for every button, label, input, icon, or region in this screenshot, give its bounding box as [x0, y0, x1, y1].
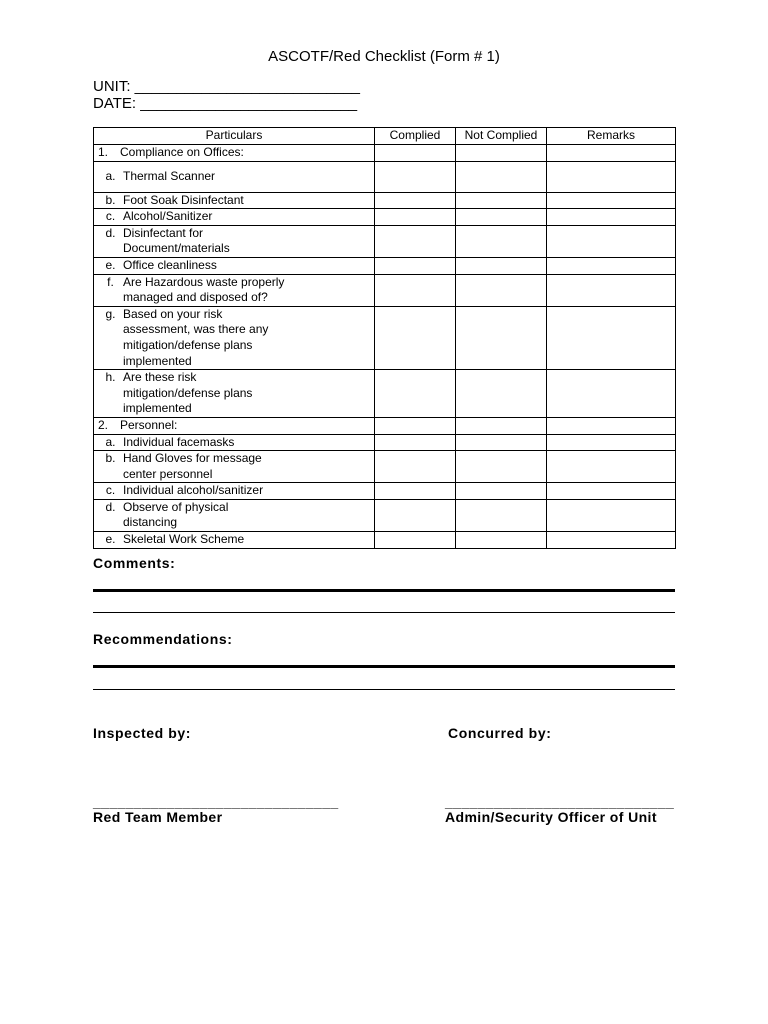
header-particulars: Particulars — [94, 128, 375, 145]
complied-cell[interactable] — [375, 161, 456, 192]
table-row — [94, 161, 676, 192]
complied-cell[interactable] — [375, 434, 456, 451]
remarks-cell[interactable] — [547, 192, 676, 209]
header-remarks: Remarks — [547, 128, 676, 145]
particular-cell — [94, 274, 375, 306]
particular-cell — [94, 434, 375, 451]
item-letter: a. — [105, 168, 116, 183]
table-row — [94, 274, 676, 306]
inspected-by-label: Inspected by: — [93, 725, 192, 741]
item-text: Disinfectant for Document/materials — [123, 225, 230, 256]
not-complied-cell[interactable] — [456, 434, 547, 451]
table-row — [94, 434, 676, 451]
inspector-title: Red Team Member — [93, 809, 223, 825]
not-complied-cell[interactable] — [456, 192, 547, 209]
form-title: ASCOTF/Red Checklist (Form # 1) — [268, 48, 500, 65]
not-complied-cell[interactable] — [456, 499, 547, 531]
table-header-row — [94, 128, 676, 145]
section-cell — [94, 145, 375, 162]
item-letter: c. — [105, 483, 116, 498]
remarks-cell[interactable] — [547, 499, 676, 531]
not-complied-cell[interactable] — [456, 225, 547, 257]
section-number: 2. — [98, 417, 109, 432]
item-letter: d. — [105, 499, 116, 514]
item-letter: b. — [105, 192, 116, 207]
item-letter: e. — [105, 532, 116, 547]
not-complied-cell[interactable] — [456, 257, 547, 274]
section-number: 1. — [98, 145, 109, 159]
item-letter: a. — [105, 434, 116, 449]
not-complied-cell[interactable] — [456, 145, 547, 162]
section-title: Compliance on Offices: — [120, 145, 244, 159]
complied-cell[interactable] — [375, 274, 456, 306]
comments-line-2[interactable] — [93, 612, 675, 613]
table-row — [94, 370, 676, 418]
particular-cell — [94, 192, 375, 209]
item-letter: h. — [105, 370, 116, 385]
section-row — [94, 417, 676, 434]
remarks-cell[interactable] — [547, 417, 676, 434]
complied-cell[interactable] — [375, 306, 456, 369]
complied-cell[interactable] — [375, 257, 456, 274]
remarks-cell[interactable] — [547, 370, 676, 418]
item-text: Hand Gloves for message center personnel — [123, 451, 262, 481]
particular-cell — [94, 499, 375, 531]
comments-line-1[interactable] — [93, 589, 675, 592]
table-row — [94, 532, 676, 549]
item-text: Based on your risk assessment, was there any mitigation/defense plans implemented — [123, 306, 269, 368]
remarks-cell[interactable] — [547, 257, 676, 274]
comments-label: Comments: — [93, 555, 176, 571]
recommendations-label: Recommendations: — [93, 631, 233, 647]
remarks-cell[interactable] — [547, 434, 676, 451]
recommendations-line-1[interactable] — [93, 665, 675, 668]
not-complied-cell[interactable] — [456, 161, 547, 192]
table-row — [94, 306, 676, 369]
table-row — [94, 451, 676, 483]
particular-cell — [94, 209, 375, 226]
section-row — [94, 145, 676, 162]
particular-cell — [94, 306, 375, 369]
recommendations-line-2[interactable] — [93, 689, 675, 690]
item-text: Skeletal Work Scheme — [123, 532, 245, 547]
item-text: Are Hazardous waste properly managed and disposed of? — [123, 274, 285, 305]
item-text: Alcohol/Sanitizer — [123, 209, 213, 224]
particular-cell — [94, 370, 375, 418]
particular-cell — [94, 483, 375, 500]
item-text: Observe of physical distancing — [123, 499, 229, 530]
not-complied-cell[interactable] — [456, 451, 547, 483]
remarks-cell[interactable] — [547, 451, 676, 483]
concurred-by-label: Concurred by: — [448, 725, 552, 741]
concurrer-title: Admin/Security Officer of Unit — [445, 809, 657, 825]
not-complied-cell[interactable] — [456, 417, 547, 434]
not-complied-cell[interactable] — [456, 209, 547, 226]
section-cell — [94, 417, 375, 434]
particular-cell — [94, 225, 375, 257]
table-row — [94, 225, 676, 257]
not-complied-cell[interactable] — [456, 274, 547, 306]
particular-cell — [94, 451, 375, 483]
date-field[interactable]: DATE: __________________________ — [93, 95, 358, 112]
concurrer-signature-line[interactable]: ____________________________ — [445, 794, 675, 810]
not-complied-cell[interactable] — [456, 532, 547, 549]
particular-cell — [94, 257, 375, 274]
remarks-cell[interactable] — [547, 306, 676, 369]
complied-cell[interactable] — [375, 145, 456, 162]
checklist-table — [93, 127, 676, 549]
remarks-cell[interactable] — [547, 225, 676, 257]
unit-field[interactable]: UNIT: ___________________________ — [93, 78, 360, 95]
item-text: Individual facemasks — [123, 434, 235, 449]
complied-cell[interactable] — [375, 192, 456, 209]
inspector-signature-line[interactable]: ______________________________ — [93, 794, 339, 810]
item-letter: b. — [105, 451, 116, 466]
table-row — [94, 483, 676, 500]
item-letter: d. — [105, 225, 116, 240]
table-row — [94, 209, 676, 226]
remarks-cell[interactable] — [547, 532, 676, 549]
not-complied-cell[interactable] — [456, 306, 547, 369]
section-title: Personnel: — [120, 417, 178, 432]
particular-cell — [94, 532, 375, 549]
complied-cell[interactable] — [375, 532, 456, 549]
complied-cell[interactable] — [375, 417, 456, 434]
item-letter: g. — [105, 306, 116, 321]
complied-cell[interactable] — [375, 370, 456, 418]
table-row — [94, 257, 676, 274]
item-text: Are these risk mitigation/defense plans implemented — [123, 370, 253, 416]
remarks-cell[interactable] — [547, 483, 676, 500]
complied-cell[interactable] — [375, 483, 456, 500]
particular-cell — [94, 161, 375, 192]
remarks-cell[interactable] — [547, 145, 676, 162]
not-complied-cell[interactable] — [456, 370, 547, 418]
complied-cell[interactable] — [375, 225, 456, 257]
remarks-cell[interactable] — [547, 161, 676, 192]
complied-cell[interactable] — [375, 499, 456, 531]
table-row — [94, 499, 676, 531]
checklist-body — [94, 145, 676, 549]
item-text: Individual alcohol/sanitizer — [123, 483, 264, 498]
header-not-complied: Not Complied — [456, 128, 547, 145]
complied-cell[interactable] — [375, 209, 456, 226]
complied-cell[interactable] — [375, 451, 456, 483]
header-complied: Complied — [375, 128, 456, 145]
item-text: Office cleanliness — [123, 257, 217, 272]
item-text: Foot Soak Disinfectant — [123, 192, 244, 207]
item-letter: e. — [105, 257, 116, 272]
item-letter: f. — [107, 274, 114, 289]
remarks-cell[interactable] — [547, 209, 676, 226]
remarks-cell[interactable] — [547, 274, 676, 306]
not-complied-cell[interactable] — [456, 483, 547, 500]
table-row — [94, 192, 676, 209]
item-text: Thermal Scanner — [123, 168, 216, 183]
item-letter: c. — [105, 209, 116, 224]
